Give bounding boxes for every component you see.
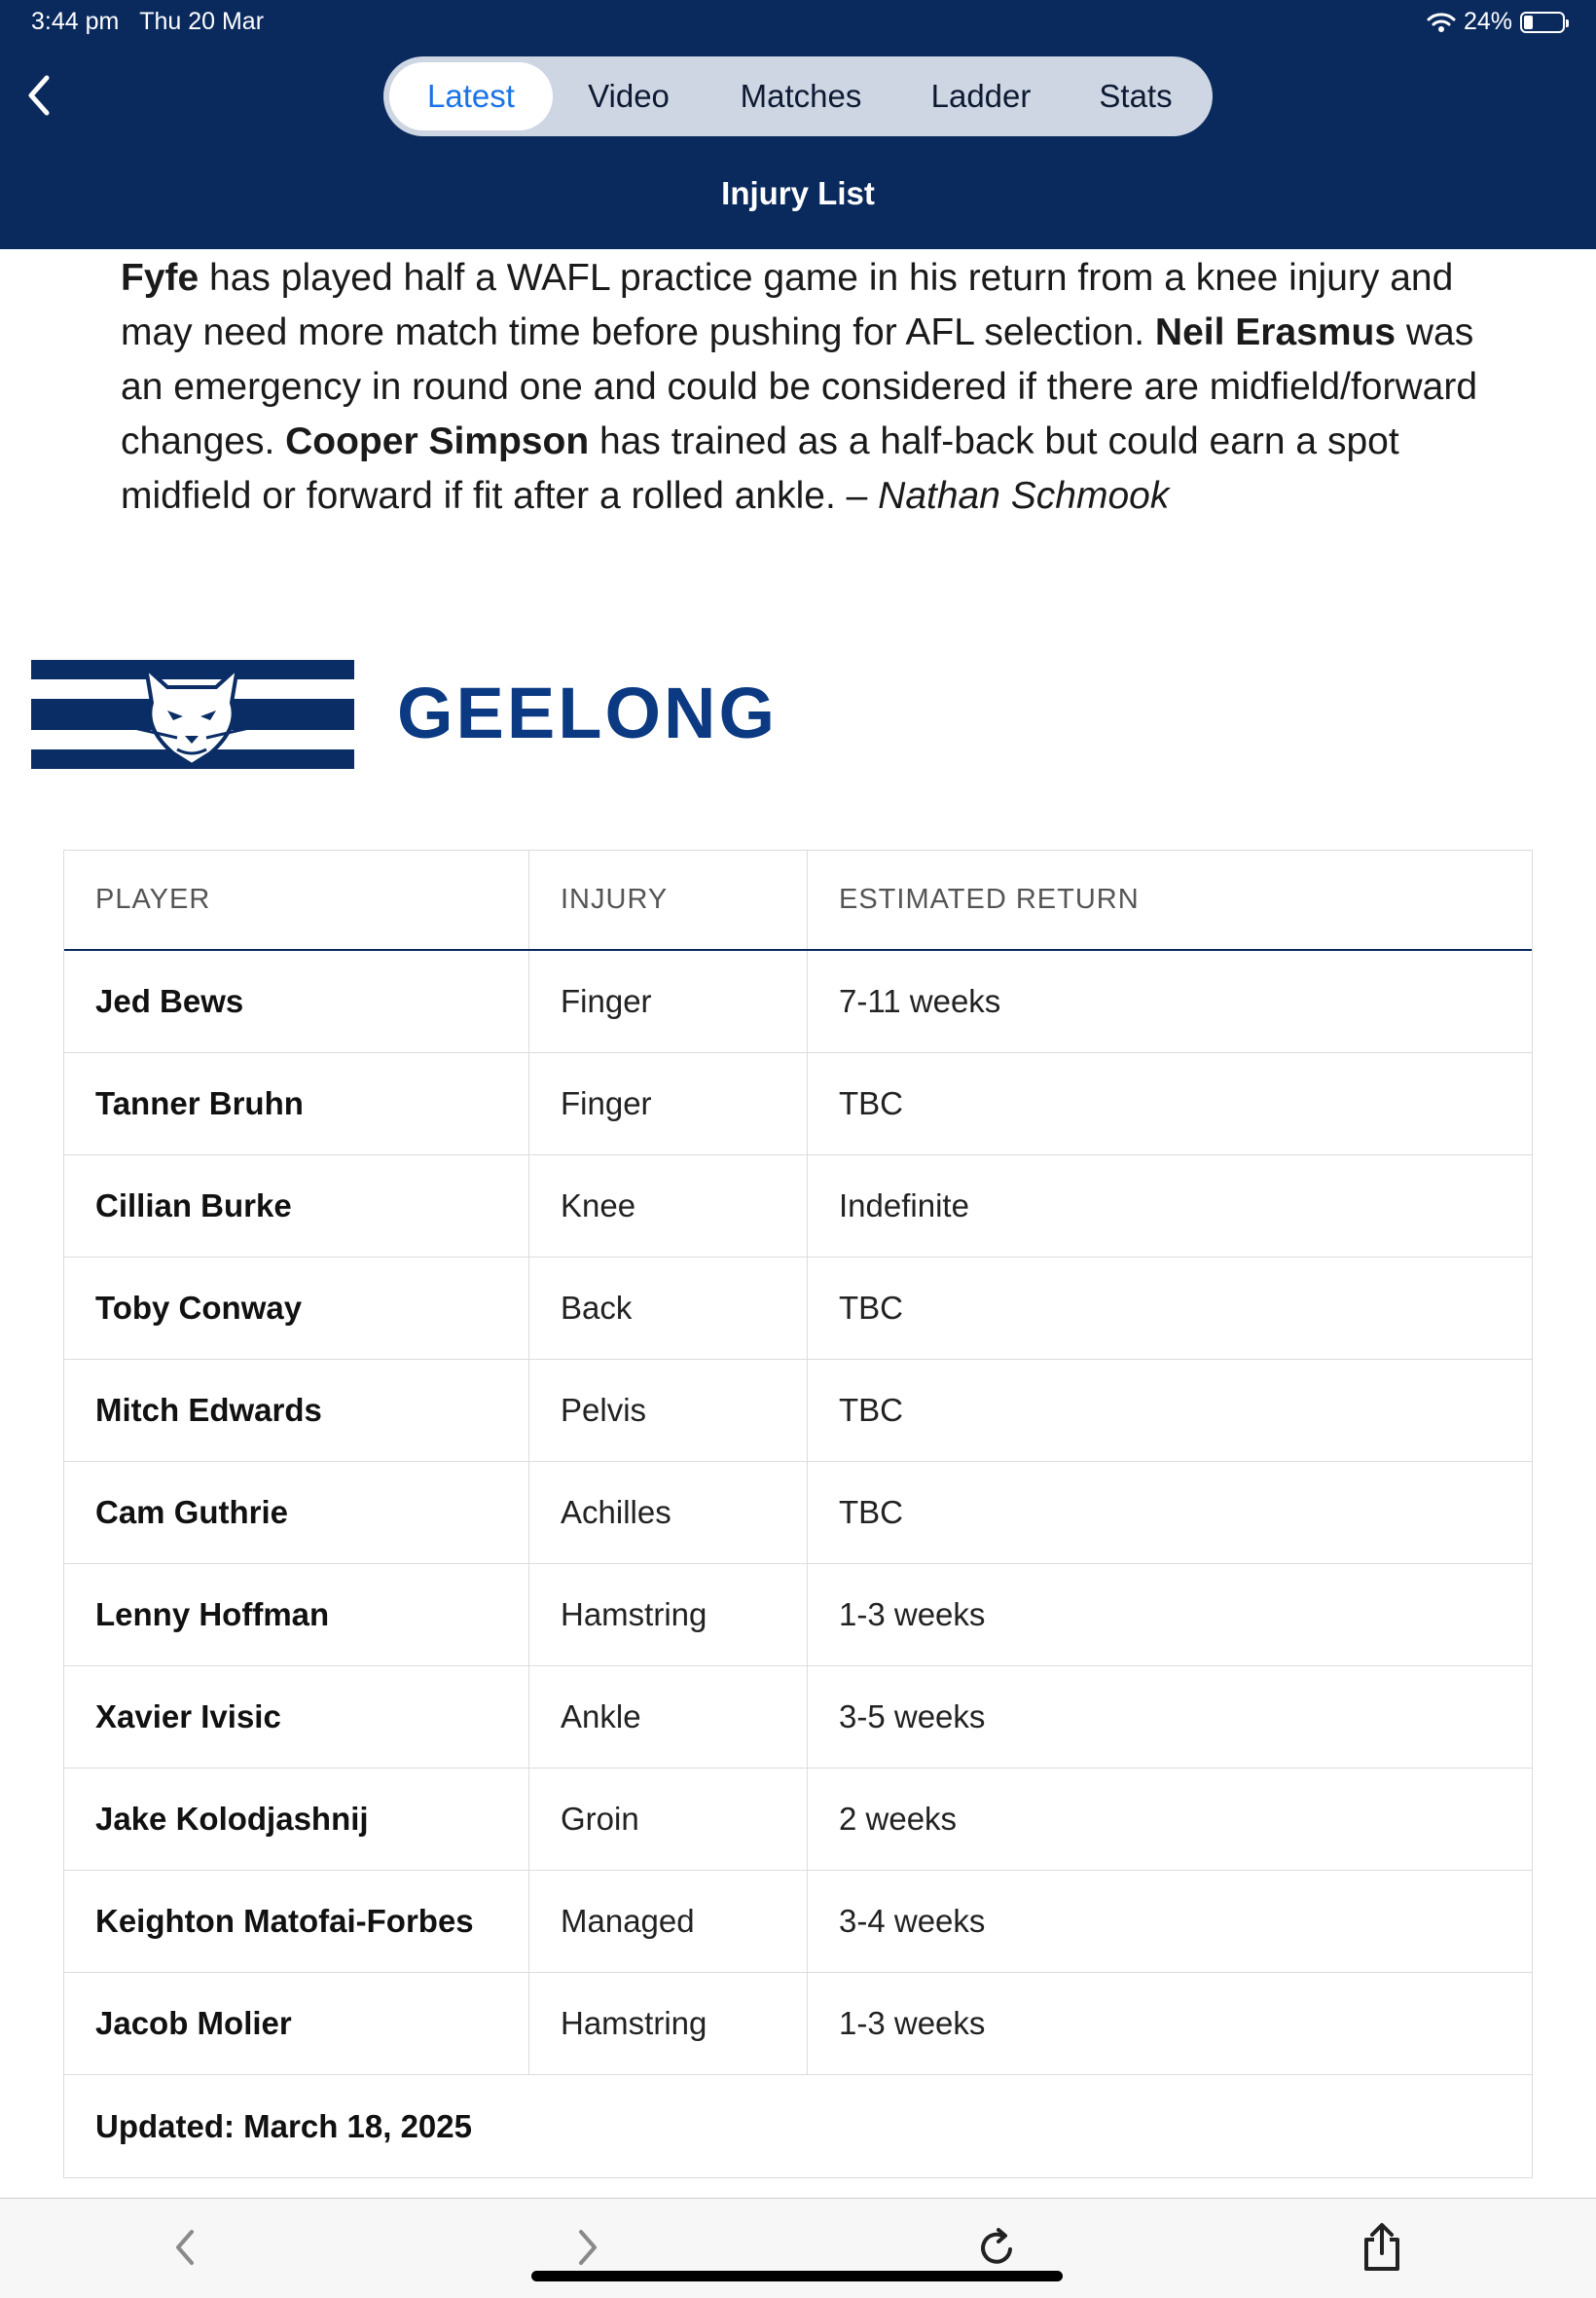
tab-matches[interactable]: Matches bbox=[740, 78, 862, 114]
header-player: PLAYER bbox=[64, 851, 529, 949]
app-header bbox=[0, 0, 1596, 249]
status-time: 3:44 pm Thu 20 Mar bbox=[31, 8, 265, 35]
estimated-return: TBC bbox=[839, 1494, 903, 1530]
forward-icon bbox=[573, 2226, 602, 2269]
player-name: Keighton Matofai-Forbes bbox=[64, 1871, 529, 1972]
injury-table bbox=[63, 850, 1533, 2178]
article-paragraph bbox=[121, 251, 1503, 524]
geelong-logo-graphic bbox=[31, 660, 907, 769]
table-row bbox=[64, 1258, 1532, 1360]
table-row bbox=[64, 1462, 1532, 1564]
player-name: Jacob Molier bbox=[64, 1973, 529, 2074]
estimated-return: TBC bbox=[839, 1085, 903, 1121]
tab-ladder[interactable]: Ladder bbox=[930, 78, 1032, 114]
injury-type: Finger bbox=[529, 1053, 808, 1154]
home-indicator[interactable] bbox=[531, 2271, 1063, 2281]
injury-type: Ankle bbox=[529, 1666, 808, 1768]
table-row bbox=[64, 951, 1532, 1053]
injury-type: Knee bbox=[529, 1155, 808, 1257]
tab-video[interactable]: Video bbox=[588, 78, 670, 114]
player-name-erasmus: Neil Erasmus bbox=[1154, 311, 1396, 353]
player-name: Lenny Hoffman bbox=[64, 1564, 529, 1665]
chevron-left-icon bbox=[25, 74, 53, 117]
table-row bbox=[64, 1973, 1532, 2075]
player-name-simpson: Cooper Simpson bbox=[285, 420, 590, 462]
player-name: Cam Guthrie bbox=[64, 1462, 529, 1563]
player-name-fyfe: Fyfe bbox=[121, 257, 200, 299]
article-author: Nathan Schmook bbox=[878, 475, 1170, 517]
estimated-return: 1-3 weeks bbox=[839, 1596, 986, 1632]
injury-type: Pelvis bbox=[529, 1360, 808, 1461]
table-row bbox=[64, 1769, 1532, 1871]
injury-type: Achilles bbox=[529, 1462, 808, 1563]
injury-type: Hamstring bbox=[529, 1564, 808, 1665]
article-text-2: was an emergency in round one and could be considered if there are midfield/forward changes. bbox=[121, 311, 1478, 462]
estimated-return: 7-11 weeks bbox=[839, 983, 1001, 1019]
battery-icon bbox=[1520, 12, 1565, 33]
estimated-return: TBC bbox=[839, 1290, 903, 1326]
updated-date: Updated: March 18, 2025 bbox=[95, 2107, 472, 2144]
table-row bbox=[64, 1666, 1532, 1769]
reload-icon bbox=[973, 2224, 1020, 2271]
injury-type: Hamstring bbox=[529, 1973, 808, 2074]
nav-back-button[interactable] bbox=[156, 2218, 214, 2277]
nav-forward-button[interactable] bbox=[559, 2218, 617, 2277]
share-icon bbox=[1360, 2222, 1403, 2273]
injury-type: Managed bbox=[529, 1871, 808, 1972]
estimated-return: 3-5 weeks bbox=[839, 1698, 986, 1734]
share-button[interactable] bbox=[1353, 2218, 1411, 2277]
player-name: Toby Conway bbox=[64, 1258, 529, 1359]
team-logo bbox=[31, 660, 907, 769]
player-name: Cillian Burke bbox=[64, 1155, 529, 1257]
injury-type: Finger bbox=[529, 951, 808, 1052]
estimated-return: 3-4 weeks bbox=[839, 1903, 986, 1939]
status-indicators bbox=[1427, 8, 1565, 36]
estimated-return: TBC bbox=[839, 1392, 903, 1428]
estimated-return: 2 weeks bbox=[839, 1801, 958, 1837]
table-row bbox=[64, 1871, 1532, 1973]
table-row bbox=[64, 1053, 1532, 1155]
article-text-3: has trained as a half-back but could earn a spot midfield or forward if fit after a rolled ankle. – bbox=[121, 420, 1399, 517]
player-name: Jed Bews bbox=[64, 951, 529, 1052]
estimated-return: Indefinite bbox=[839, 1187, 969, 1223]
back-icon bbox=[170, 2226, 200, 2269]
team-name: GEELONG bbox=[397, 673, 779, 753]
page-title: Injury List bbox=[721, 175, 875, 211]
back-button[interactable] bbox=[19, 68, 58, 123]
table-row bbox=[64, 1564, 1532, 1666]
header-injury: INJURY bbox=[529, 851, 808, 949]
table-header bbox=[64, 851, 1532, 951]
player-name: Jake Kolodjashnij bbox=[64, 1769, 529, 1870]
section-tabs bbox=[383, 56, 1213, 136]
player-name: Xavier Ivisic bbox=[64, 1666, 529, 1768]
table-row bbox=[64, 1360, 1532, 1462]
tab-stats[interactable]: Stats bbox=[1099, 78, 1173, 114]
article-text-1: has played half a WAFL practice game in his return from a knee injury and may need more match time before pushing for AFL selection. bbox=[121, 257, 1454, 353]
player-name: Tanner Bruhn bbox=[64, 1053, 529, 1154]
header-return: ESTIMATED RETURN bbox=[839, 884, 1140, 915]
injury-type: Back bbox=[529, 1258, 808, 1359]
browser-toolbar bbox=[0, 2198, 1596, 2298]
reload-button[interactable] bbox=[967, 2218, 1026, 2277]
wifi-icon bbox=[1427, 12, 1456, 33]
estimated-return: 1-3 weeks bbox=[839, 2005, 986, 2041]
table-row bbox=[64, 1155, 1532, 1258]
tab-latest[interactable]: Latest bbox=[389, 62, 553, 130]
injury-type: Groin bbox=[529, 1769, 808, 1870]
battery-percent: 24% bbox=[1463, 8, 1512, 35]
player-name: Mitch Edwards bbox=[64, 1360, 529, 1461]
